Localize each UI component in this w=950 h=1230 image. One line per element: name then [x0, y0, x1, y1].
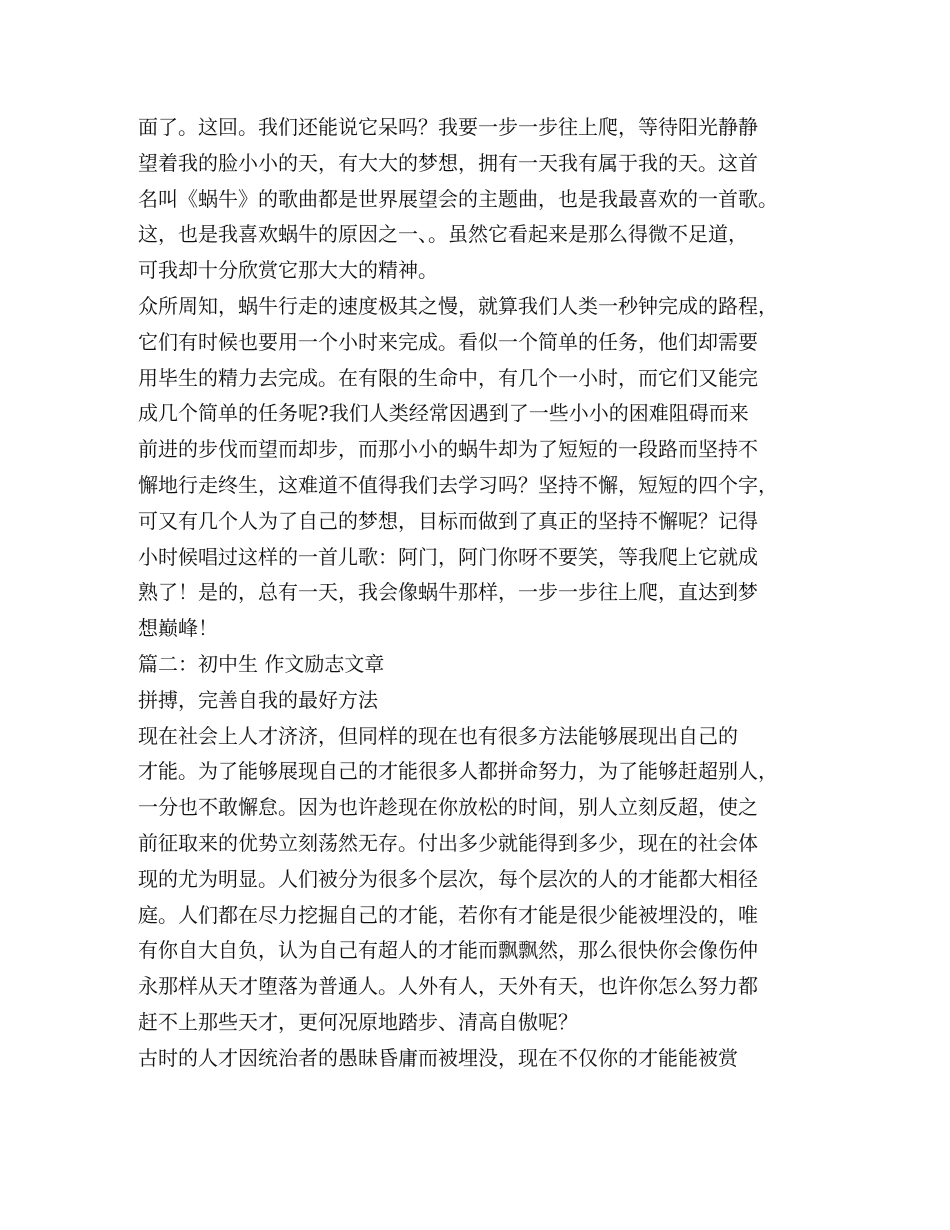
text-line: 名叫《蜗牛》的歌曲都是世界展望会的主题曲，也是我最喜欢的一首歌。: [138, 186, 778, 211]
text-line: 它们有时候也要用一个小时来完成。看似一个简单的任务，他们却需要: [138, 329, 758, 354]
text-line: 一分也不敢懈怠。因为也许趁现在你放松的时间，别人立刻反超，使之: [138, 795, 758, 820]
text-line: 现的尤为明显。人们被分为很多个层次，每个层次的人的才能都大相径: [138, 866, 758, 891]
text-line: 前征取来的优势立刻荡然无存。付出多少就能得到多少，现在的社会体: [138, 830, 758, 855]
text-line: 想巅峰！: [138, 616, 218, 641]
text-line: 望着我的脸小小的天，有大大的梦想，拥有一天我有属于我的天。这首: [138, 150, 758, 175]
text-line: 成几个简单的任务呢?我们人类经常因遇到了一些小小的困难阻碍而来: [138, 401, 749, 426]
text-line: 小时候唱过这样的一首儿歌：阿门，阿门你呀不要笑，等我爬上它就成: [138, 544, 758, 569]
text-line: 赶不上那些天才，更何况原地踏步、清高自傲呢？: [138, 1009, 578, 1034]
text-line: 可我却十分欣赏它那大大的精神。: [138, 258, 438, 283]
text-line: 有你自大自负，认为自己有超人的才能而飘飘然，那么很快你会像伤仲: [138, 938, 758, 963]
text-line: 众所周知，蜗牛行走的速度极其之慢，就算我们人类一秒钟完成的路程，: [138, 293, 778, 318]
text-line: 这，也是我喜欢蜗牛的原因之一、。虽然它看起来是那么得微不足道，: [138, 222, 748, 247]
document-body: [138, 110, 838, 1077]
section-heading: 篇二：初中生 作文励志文章: [138, 651, 385, 676]
text-line: 熟了！是的，总有一天，我会像蜗牛那样，一步一步往上爬，直达到梦: [138, 580, 758, 605]
text-line: 才能。为了能够展现自己的才能很多人都拼命努力，为了能够赶超别人，: [138, 759, 778, 784]
text-line: 面了。这回。我们还能说它呆吗？我要一步一步往上爬，等待阳光静静: [138, 115, 758, 139]
text-line: 庭。人们都在尽力挖掘自己的才能，若你有才能是很少能被埋没的，唯: [138, 902, 758, 927]
article-title: 拼搏，完善自我的最好方法: [138, 687, 378, 712]
text-line: 前进的步伐而望而却步，而那小小的蜗牛却为了短短的一段路而坚持不: [138, 437, 758, 462]
text-line: 古时的人才因统治者的愚昧昏庸而被埋没，现在不仅你的才能能被赏: [138, 1045, 738, 1070]
text-line: 现在社会上人才济济，但同样的现在也有很多方法能够展现出自己的: [138, 723, 738, 748]
text-line: 永那样从天才堕落为普通人。人外有人，天外有天，也许你怎么努力都: [138, 974, 758, 999]
text-line: 可又有几个人为了自己的梦想，目标而做到了真正的坚持不懈呢？记得: [138, 508, 758, 533]
text-line: 懈地行走终生，这难道不值得我们去学习吗？坚持不懈，短短的四个字，: [138, 472, 778, 497]
text-line: 用毕生的精力去完成。在有限的生命中，有几个一小时，而它们又能完: [138, 365, 758, 390]
